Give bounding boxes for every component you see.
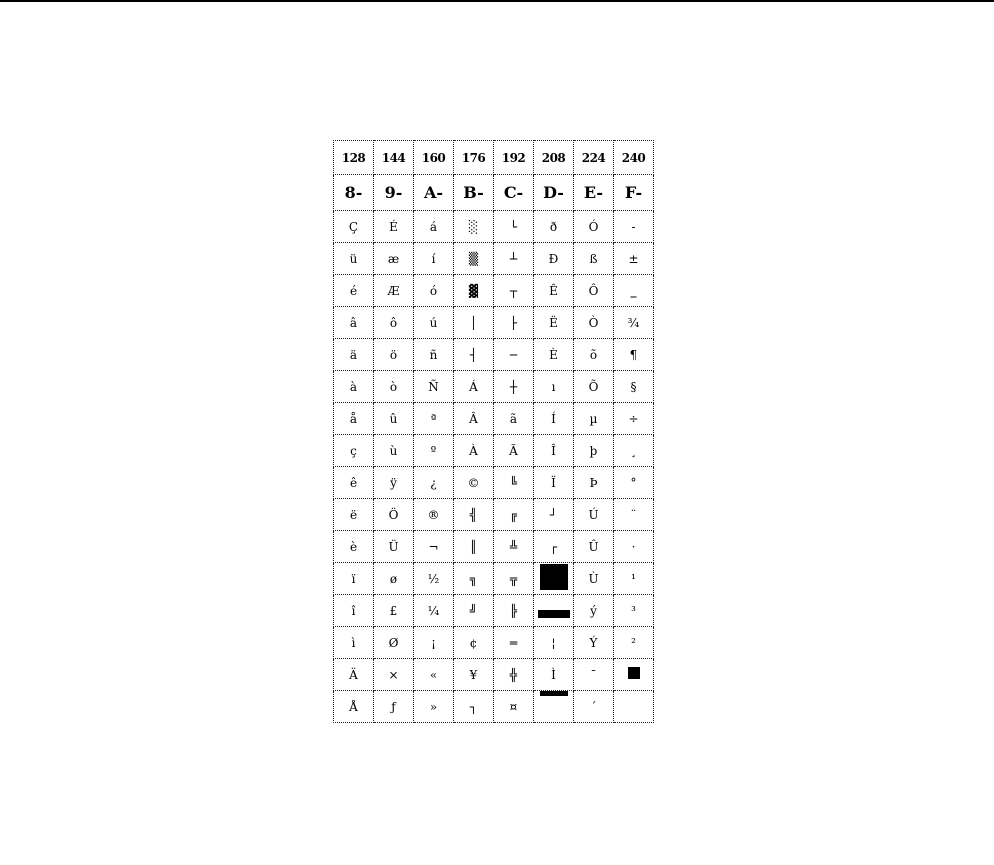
glyph-cell: ═ [494,627,534,659]
glyph-cell: « [414,659,454,691]
glyph-cell: × [374,659,414,691]
top-rule [0,0,994,2]
glyph-cell: │ [454,307,494,339]
glyph-cell: À [454,435,494,467]
glyph-cell: ╬ [494,659,534,691]
glyph-cell: Õ [574,371,614,403]
glyph-cell: î [334,595,374,627]
glyph-cell: ┬ [494,275,534,307]
header-hex-cell: F- [614,175,654,211]
glyph-cell: ¡ [414,627,454,659]
glyph-cell: ╣ [454,499,494,531]
header-hex-cell: 9- [374,175,414,211]
glyph-cell: ¼ [414,595,454,627]
header-decimal-cell: 192 [494,141,534,175]
glyph-cell: æ [374,243,414,275]
glyph-cell: ý [574,595,614,627]
glyph-cell: ╦ [494,563,534,595]
glyph-cell: ô [374,307,414,339]
chart-body [334,141,654,723]
glyph-cell: ─ [494,339,534,371]
glyph-cell: ¶ [614,339,654,371]
glyph-cell: ╔ [494,499,534,531]
glyph-cell: Ê [534,275,574,307]
glyph-cell: - [614,211,654,243]
glyph-cell: ÷ [614,403,654,435]
glyph-cell: ╚ [494,467,534,499]
block-glyph [540,691,568,696]
header-decimal-cell: 176 [454,141,494,175]
glyph-cell: ¾ [614,307,654,339]
glyph-cell: ¯ [574,659,614,691]
header-hex-cell: A- [414,175,454,211]
glyph-cell: Ó [574,211,614,243]
glyph-cell-block [534,595,574,627]
header-decimal-cell: 208 [534,141,574,175]
header-hex-cell: D- [534,175,574,211]
glyph-cell: ç [334,435,374,467]
glyph-cell: þ [574,435,614,467]
glyph-cell: Ì [534,659,574,691]
header-decimal-cell: 240 [614,141,654,175]
glyph-cell: ß [574,243,614,275]
glyph-row [334,339,654,371]
glyph-cell: Æ [374,275,414,307]
glyph-cell: Ü [374,531,414,563]
glyph-row [334,403,654,435]
glyph-cell: ┐ [454,691,494,723]
glyph-cell: Ù [574,563,614,595]
glyph-cell: Ô [574,275,614,307]
glyph-row [334,435,654,467]
glyph-cell: û [374,403,414,435]
glyph-cell: ¬ [414,531,454,563]
glyph-cell: ├ [494,307,534,339]
glyph-cell: ¹ [614,563,654,595]
glyph-cell: ± [614,243,654,275]
glyph-cell: Ö [374,499,414,531]
header-decimal-row [334,141,654,175]
glyph-row [334,371,654,403]
glyph-cell: ½ [414,563,454,595]
glyph-cell: Ä [334,659,374,691]
glyph-cell: ╗ [454,563,494,595]
glyph-cell: ® [414,499,454,531]
glyph-cell: ü [334,243,374,275]
glyph-cell: ³ [614,595,654,627]
glyph-cell [614,691,654,723]
glyph-cell: ò [374,371,414,403]
glyph-cell: ã [494,403,534,435]
glyph-cell: å [334,403,374,435]
block-glyph [540,564,568,590]
glyph-cell: ù [374,435,414,467]
glyph-cell: Å [334,691,374,723]
block-glyph [538,610,570,618]
glyph-cell: ¦ [534,627,574,659]
glyph-cell: à [334,371,374,403]
glyph-cell: └ [494,211,534,243]
glyph-cell: ▓ [454,275,494,307]
header-hex-row [334,175,654,211]
glyph-cell: Ò [574,307,614,339]
glyph-cell: ² [614,627,654,659]
glyph-cell: ö [374,339,414,371]
glyph-cell: ▒ [454,243,494,275]
glyph-cell: É [374,211,414,243]
glyph-cell: È [534,339,574,371]
glyph-cell: © [454,467,494,499]
glyph-cell: ┌ [534,531,574,563]
glyph-cell: ┘ [534,499,574,531]
header-hex-cell: B- [454,175,494,211]
glyph-row [334,467,654,499]
glyph-cell: á [414,211,454,243]
glyph-cell: ┤ [454,339,494,371]
glyph-cell: ä [334,339,374,371]
glyph-cell: ë [334,499,374,531]
header-decimal-cell: 224 [574,141,614,175]
glyph-cell: ÿ [374,467,414,499]
glyph-row [334,563,654,595]
glyph-cell: Ú [574,499,614,531]
glyph-cell-block [534,563,574,595]
header-hex-cell: 8- [334,175,374,211]
glyph-cell: ì [334,627,374,659]
glyph-cell: í [414,243,454,275]
code-page-chart [333,140,654,723]
glyph-row [334,243,654,275]
glyph-cell: ª [414,403,454,435]
header-decimal-cell: 160 [414,141,454,175]
glyph-cell: Ç [334,211,374,243]
glyph-cell-block [534,691,574,723]
glyph-cell: Í [534,403,574,435]
glyph-cell: ð [534,211,574,243]
glyph-cell: ó [414,275,454,307]
glyph-cell: ƒ [374,691,414,723]
glyph-row [334,211,654,243]
glyph-cell: ¿ [414,467,454,499]
glyph-cell: Ð [534,243,574,275]
header-hex-cell: E- [574,175,614,211]
glyph-cell: µ [574,403,614,435]
glyph-cell: ´ [574,691,614,723]
glyph-cell: Â [454,403,494,435]
glyph-cell: » [414,691,454,723]
glyph-cell: ø [374,563,414,595]
glyph-cell: õ [574,339,614,371]
glyph-cell: ı [534,371,574,403]
glyph-cell: Ñ [414,371,454,403]
glyph-cell: ¤ [494,691,534,723]
glyph-cell: ú [414,307,454,339]
glyph-row [334,307,654,339]
glyph-cell: ╩ [494,531,534,563]
glyph-cell: Ý [574,627,614,659]
glyph-cell: é [334,275,374,307]
glyph-cell: ï [334,563,374,595]
glyph-cell: ¢ [454,627,494,659]
block-glyph [628,667,640,679]
glyph-cell: Á [454,371,494,403]
glyph-row [334,499,654,531]
glyph-cell: è [334,531,374,563]
glyph-row [334,659,654,691]
glyph-cell-block [614,659,654,691]
glyph-cell: Ë [534,307,574,339]
glyph-cell: ¥ [454,659,494,691]
glyph-cell: Ï [534,467,574,499]
glyph-cell: · [614,531,654,563]
glyph-cell: ¨ [614,499,654,531]
glyph-cell: Þ [574,467,614,499]
glyph-cell: ñ [414,339,454,371]
glyph-cell: ê [334,467,374,499]
glyph-cell: £ [374,595,414,627]
glyph-cell: Ã [494,435,534,467]
glyph-cell: ‗ [614,275,654,307]
glyph-cell: â [334,307,374,339]
glyph-cell: ° [614,467,654,499]
glyph-cell: Û [574,531,614,563]
glyph-cell: Ø [374,627,414,659]
glyph-row [334,691,654,723]
glyph-cell: ║ [454,531,494,563]
glyph-cell: ¸ [614,435,654,467]
header-decimal-cell: 144 [374,141,414,175]
glyph-row [334,595,654,627]
glyph-row [334,531,654,563]
glyph-cell: ░ [454,211,494,243]
header-hex-cell: C- [494,175,534,211]
glyph-cell: ┴ [494,243,534,275]
header-decimal-cell: 128 [334,141,374,175]
glyph-row [334,275,654,307]
glyph-cell: § [614,371,654,403]
glyph-cell: ╠ [494,595,534,627]
glyph-cell: ┼ [494,371,534,403]
glyph-cell: ╝ [454,595,494,627]
glyph-cell: º [414,435,454,467]
glyph-cell: Î [534,435,574,467]
glyph-row [334,627,654,659]
